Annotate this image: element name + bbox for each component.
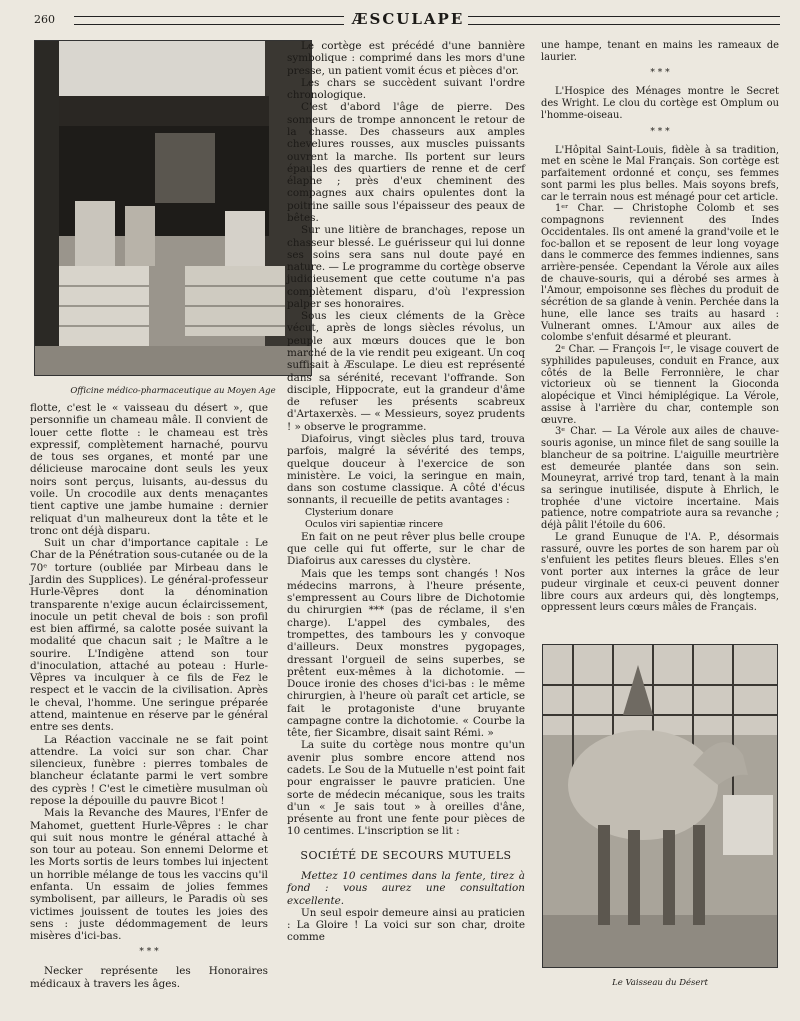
- paragraph: flotte, c'est le « vaisseau du désert », que personnifie un chameau mâle. Il convient de louer cette flotte : le chameau est très expressif, complètement harnaché, pourvu de tous ses organes, et monté par une délicieuse marocaine dont seuls les yeux noirs sont perçus, luisants, au-dessus du voile. Un crocodile aux dents menaçantes tient captive une jambe humaine : dernier reliquat d'un malheureux dont la tête et le tronc ont déjà disparu.: [30, 402, 268, 537]
- inscription-heading: SOCIÉTÉ DE SECOURS MUTUELS: [300, 848, 512, 862]
- paragraph: une hampe, tenant en mains les rameaux de laurier.: [541, 40, 779, 63]
- section-ornament: * * *: [650, 68, 670, 79]
- paragraph: La Réaction vaccinale ne se fait point attendre. La voici sur son char. Char silencieux, funèbre : pierres tombales de blancheur éclatante parmi le vert sombre des cyprès ! C'est le cimetière musulman où repose la dépouille du pauvre Bicot !: [30, 733, 268, 807]
- figure-caption-officine: Officine médico-pharmaceutique au Moyen Age: [70, 386, 276, 396]
- page-header: [34, 10, 780, 32]
- text-column-2: [287, 40, 525, 944]
- paragraph: Necker représente les Honoraires médicaux à travers les âges.: [30, 965, 268, 990]
- paragraph: 3ᵉ Char. — La Vérole aux ailes de chauve-souris agonise, un mince filet de sang souille la blancheur de sa poitrine. L'aiguille meurtrière est demeurée plantée dans son sein. Mouneyrat, arrivé trop tard, tenant à la main sa seringue inutilisée, dispute à Ehrlich, le trophée d'une victoire incertaine. Mais patience, notre compatriote aura sa revanche ; déjà pâlit l'étoile du 606.: [541, 426, 779, 532]
- officine-illustration: [35, 41, 312, 376]
- latin-quote: Oculos viri sapientiæ rincere: [305, 518, 444, 530]
- header-rule-right: [468, 16, 780, 25]
- paragraph: En fait on ne peut rêver plus belle croupe que celle qui fut offerte, sur le char de Diafoirus aux caresses du clystère.: [287, 530, 525, 568]
- figure-officine-photo: [34, 40, 312, 376]
- header-rule-left: [74, 16, 344, 25]
- paragraph: La suite du cortège nous montre qu'un avenir plus sombre encore attend nos cadets. Le Sou de la Mutuelle n'est point fait pour engraisser le pauvre praticien. Une sorte de médecin mécanique, sous les traits d'un « Je sais tout » à oreilles d'âne, présente au front une fente pour pièces de 10 centimes. L'inscription se lit :: [287, 739, 525, 838]
- paragraph: C'est d'abord l'âge de pierre. Des sonneurs de trompe annoncent le retour de la chasse. Des chasseurs aux amples chevelures rousses, aux muscles puissants ouvrent la marche. Ils portent sur leurs épaules des quartiers de renne et de cerf élaphe ; près d'eux cheminent des compagnes aux chairs opulentes dont la poitrine saille sous l'épaisseur des peaux de bêtes.: [287, 101, 525, 224]
- text-column-1: [30, 402, 268, 990]
- paragraph: Suit un char d'importance capitale : Le Char de la Pénétration sous-cutanée ou de la 70ᵉ torture (oubliée par Mirbeau dans le Jardin des Supplices). Le général-professeur Hurle-Vêpres dont la dénomination transparente n'exige aucun éclaircissement, inocule un petit cheval de bois : son profil est bien affirmé, sa calotte posée suivant la modalité que chacun sait ; le Maître a le sourire. L'Indigène attend son tour d'inoculation, attaché au poteau : Hurle-Vêpres va inculquer à ce fils de Fez le respect et le vaccin de la civilisation. Après le cheval, l'homme. Une seringue préparée attend, maintenue en réserve par le général entre ses dents.: [30, 537, 268, 734]
- paragraph: 2ᵉ Char. — François Iᵉʳ, le visage couvert de syphilides papuleuses, conduit en France, aux côtés de la Belle Ferronnière, le char victorieux où se tiennent la Gioconda alopécique et Vinci hémiplégique. La Vérole, assise à l'arrière du char, contemple son œuvre.: [541, 344, 779, 426]
- journal-title: ÆSCULAPE: [352, 10, 465, 28]
- section-ornament: * * *: [139, 947, 159, 958]
- figure-camel-photo: [542, 644, 778, 968]
- section-ornament: * * *: [650, 126, 670, 137]
- paragraph: Mais la Revanche des Maures, l'Enfer de Mahomet, guettent Hurle-Vêpres : le char qui suit nous montre le général attaché à son tour au poteau. Son ennemi Delorme et les Morts sortis de leurs tombes lui injectent un horrible mélange de tous les vaccins qu'il enfanta. Un essaim de jolies femmes symbolisent, par ailleurs, le Paradis où ses victimes jouissent de toutes les joies des sens : juste dédommagement de leurs misères d'ici-bas.: [30, 807, 268, 943]
- paragraph: L'Hospice des Ménages montre le Secret des Wright. Le clou du cortège est Omplum ou l'homme-oiseau.: [541, 86, 779, 121]
- paragraph: Sur une litière de branchages, repose un chasseur blessé. Le guérisseur qui lui donne ses soins sera sans nul doute payé en nature. — Le programme du cortège observe judicieusement que cette coutume n'a pas complètement disparu, d'où l'expression palper ses honoraires.: [287, 224, 525, 310]
- camel-illustration: [543, 645, 778, 968]
- paragraph: Mettez 10 centimes dans la fente, tirez à fond : vous aurez une consultation excellente.: [287, 870, 525, 907]
- latin-quote: Clysterium donare: [305, 506, 394, 518]
- text-column-3: [541, 40, 779, 614]
- paragraph: Un seul espoir demeure ainsi au praticien : La Gloire ! La voici sur son char, droite comme: [287, 906, 525, 944]
- paragraph: Mais que les temps sont changés ! Nos médecins marrons, à l'heure présente, s'empressent au Cours libre de Dichotomie du chirurgien *** (pas de réclame, il s'en charge). L'appel des cymbales, des trompettes, des tambours les y convoque d'ailleurs. Deux monstres pygopages, dressant l'orgueil de seins superbes, se prêtent eux-mêmes à la dichotomie. — Douce ironie des choses d'ici-bas : le même chirurgien, à l'heure où paraît cet article, se fait le protagoniste d'une bruyante campagne contre la dichotomie. « Courbe la tête, fier Sicambre, disait saint Rémi. »: [287, 567, 525, 740]
- paragraph: Les chars se succèdent suivant l'ordre chronologique.: [287, 76, 525, 102]
- paragraph: Diafoirus, vingt siècles plus tard, trouva parfois, malgré la sévérité des temps, quelque douceur à l'exercice de son ministère. Le voici, la seringue en main, dans son costume classique. A côté d'écus sonnants, il recueille de petits avantages :: [287, 433, 525, 507]
- page-number: 260: [34, 13, 55, 26]
- paragraph: Sous les cieux cléments de la Grèce vécut, après de longs siècles révolus, un peuple aux mœurs douces que le bon marché de la vie rendit peu exigeant. Un coq suffisait à Æsculape. Le dieu est représenté dans sa sérénité, recevant l'offrande. Son disciple, Hippocrate, eut la grandeur d'âme de refuser les présents scabreux d'Artaxerxès. — « Messieurs, soyez prudents ! » observe le programme.: [287, 310, 525, 433]
- paragraph: Le cortège est précédé d'une bannière symbolique : comprimé dans les mors d'une presse, un patient vomit écus et pièces d'or.: [287, 40, 525, 77]
- paragraph: L'Hôpital Saint-Louis, fidèle à sa tradition, met en scène le Mal Français. Son cortège est parfaitement ordonné et conçu, ses femmes sont parmi les plus belles. Mais soyons brefs, car le terrain nous est ménagé pour cet article.: [541, 144, 779, 203]
- figure-caption-camel: Le Vaisseau du Désert: [612, 978, 708, 988]
- paragraph: 1ᵉʳ Char. — Christophe Colomb et ses compagnons reviennent des Indes Occidentales. Ils ont amené la grand'voile et le foc-ballon et se reposent de leur long voyage dans le commerce des femmes indiennes, sans arrière-pensée. Cependant la Vérole aux ailes de chauve-souris, qui a dérobé ses armes à l'Amour, empoisonne ses flèches du produit de sécrétion de sa glande à venin. Perchée dans la hune, elle lance ses traits au hasard : Vulnerant omnes. L'Amour aux ailes de colombe s'enfuit désarmé et pleurant.: [541, 203, 779, 344]
- paragraph: Le grand Eunuque de l'A. P., désormais rassuré, ouvre les portes de son harem par où s'enfuient les petites fleurs bleues. Elles s'en vont porter aux internes la grâce de leur pudeur virginale et ceux-ci peuvent donner libre cours aux ardeurs qui, dès longtemps, oppressent leurs cœurs mâles de Français.: [541, 531, 779, 614]
